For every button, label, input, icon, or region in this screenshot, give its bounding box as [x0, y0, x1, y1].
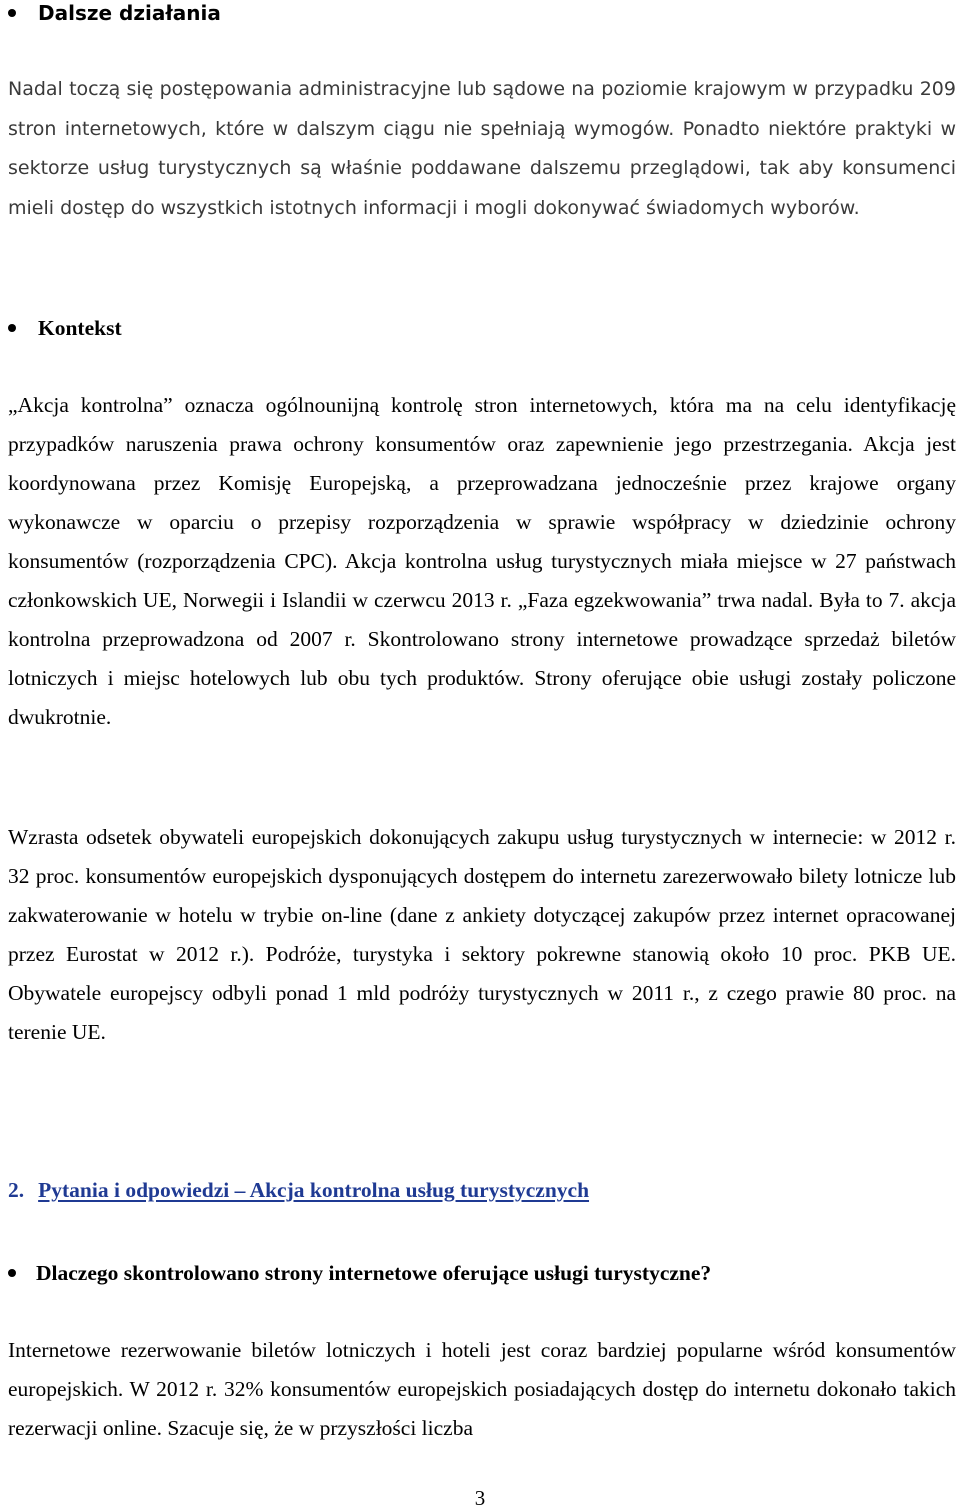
paragraph-context-2: Wzrasta odsetek obywateli europejskich dokonujących zakupu usług turystycznych w internecie: w 2012 r. 32 proc. konsumentów europejskich dysponujących dostępem do internetu zarezerwowało bilety lotnicze lub zakwaterowanie w hotelu w trybie on-line (dane z ankiety dotyczącej zakupów przez internet opracowanej przez Eurostat w 2012 r.). Podróże, turystyka i sektory pokrewne stanowią około 10 proc. PKB UE. Obywatele europejscy odbyli ponad 1 mld podróży turystycznych w 2011 r., z czego prawie 80 proc. na terenie UE.: [8, 825, 956, 1044]
heading-context: [8, 314, 956, 342]
bullet-icon: [8, 324, 16, 332]
bullet-icon: [8, 1269, 16, 1277]
question-heading: [8, 1259, 956, 1287]
heading-further-actions-text: Dalsze działania: [38, 1, 221, 25]
section-title-text: Pytania i odpowiedzi – Akcja kontrolna usług turystycznych: [38, 1178, 590, 1202]
paragraph-context-1: „Akcja kontrolna” oznacza ogólnounijną kontrolę stron internetowych, która ma na celu identyfikację przypadków naruszenia prawa ochrony konsumentów oraz zapewnienie jego przestrzegania. Akcja jest koordynowana przez Komisję Europejską, a przeprowadzana jednocześnie przez krajowe organy wykonawcze w oparciu o przepisy rozporządzenia w sprawie współpracy w dziedzinie ochrony konsumentów (rozporządzenia CPC). Akcja kontrolna usług turystycznych miała miejsce w 27 państwach członkowskich UE, Norwegii i Islandii w czerwcu 2013 r. „Faza egzekwowania” trwa nadal. Była to 7. akcja kontrolna przeprowadzona od 2007 r. Skontrolowano strony internetowe prowadzące sprzedaż biletów lotniczych i miejsc hotelowych lub obu tych produktów. Strony oferujące obie usługi zostały policzone dwukrotnie.: [8, 393, 956, 729]
section-number: 2.: [8, 1178, 25, 1202]
paragraph-answer: Internetowe rezerwowanie biletów lotniczych i hoteli jest coraz bardziej popularne wśród konsumentów europejskich. W 2012 r. 32% konsumentów europejskich posiadających dostęp do internetu dokonało takich rezerwacji online. Szacuje się, że w przyszłości liczba: [8, 1338, 956, 1440]
heading-context-text: Kontekst: [38, 315, 122, 340]
page-number: 3: [474, 1486, 486, 1510]
question-text: Dlaczego skontrolowano strony internetowe oferujące usługi turystyczne?: [36, 1260, 712, 1285]
bullet-icon: [8, 9, 16, 17]
paragraph-further-actions: Nadal toczą się postępowania administracyjne lub sądowe na poziomie krajowym w przypadku 209 stron internetowych, które w dalszym ciągu nie spełniają wymogów. Ponadto niektóre praktyki w sektorze usług turystycznych są właśnie poddawane dalszemu przeglądowi, tak aby konsumenci mieli dostęp do wszystkich istotnych informacji i mogli dokonywać świadomych wyborów.: [8, 78, 956, 219]
section-title-qa: [8, 1178, 956, 1203]
heading-further-actions: [8, 0, 956, 26]
